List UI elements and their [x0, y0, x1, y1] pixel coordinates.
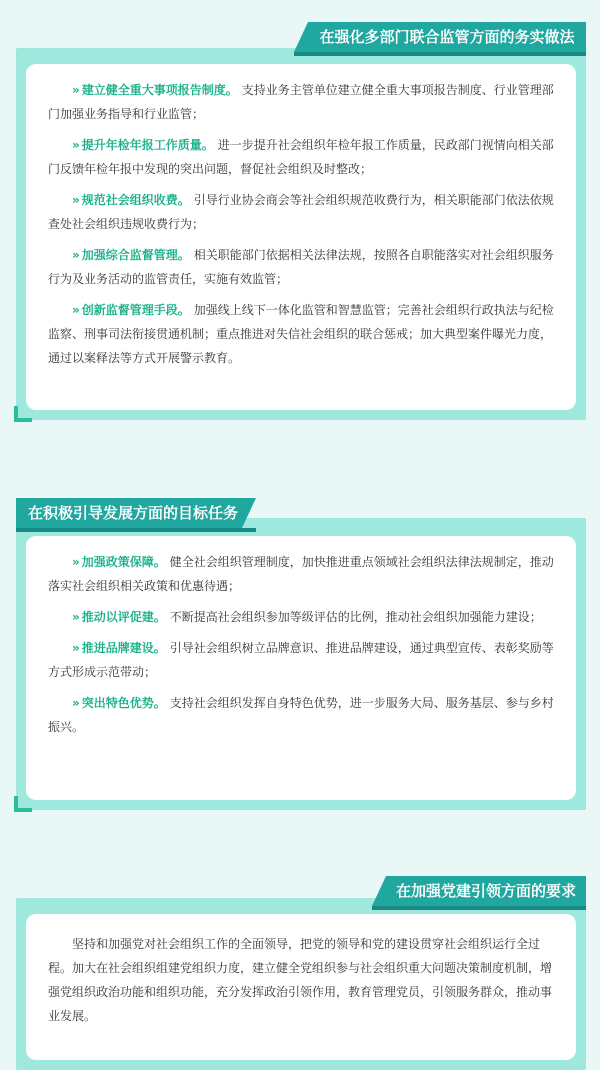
double-arrow-icon: »: [72, 696, 78, 710]
item-text: 不断提高社会组织参加等级评估的比例，推动社会组织加强能力建设；: [169, 610, 542, 624]
item-heading: 规范社会组织收费。: [81, 193, 190, 207]
item-list: [48, 78, 560, 370]
list-item: [48, 636, 560, 684]
list-item: [48, 550, 560, 598]
section-title: 在强化多部门联合监管方面的务实做法: [319, 28, 575, 46]
item-heading: 建立健全重大事项报告制度。: [81, 83, 238, 97]
item-text: 支持业务主管单位建立健全重大事项报告制度、行业管理部门加强业务指导和行业监管；: [48, 83, 554, 121]
item-heading: 突出特色优势。: [81, 696, 166, 710]
item-heading: 加强政策保障。: [81, 555, 166, 569]
item-heading: 提升年检年报工作质量。: [81, 138, 214, 152]
corner-decoration: [14, 406, 18, 420]
section-title-banner: [16, 498, 242, 528]
list-item: [48, 243, 560, 291]
content-card: [26, 536, 576, 800]
list-item: [48, 133, 560, 181]
item-heading: 创新监督管理手段。: [81, 303, 190, 317]
content-card: [26, 64, 576, 410]
section-title: 在积极引导发展方面的目标任务: [28, 504, 239, 522]
double-arrow-icon: »: [72, 555, 78, 569]
double-arrow-icon: »: [72, 610, 78, 624]
item-text: 引导行业协会商会等社会组织规范收费行为，相关职能部门依法依规查处社会组织违规收费行为；: [48, 193, 554, 231]
content-card: [26, 914, 576, 1060]
item-text: 引导社会组织树立品牌意识、推进品牌建设，通过典型宣传、表彰奖励等方式形成示范带动；: [48, 641, 554, 679]
item-text: 健全社会组织管理制度，加快推进重点领域社会组织法律法规制定，推动落实社会组织相关政策和优惠待遇；: [48, 555, 554, 593]
section-title-banner: [386, 876, 586, 906]
item-text: 支持社会组织发挥自身特色优势，进一步服务大局、服务基层、参与乡村振兴。: [48, 696, 554, 734]
double-arrow-icon: »: [72, 83, 78, 97]
double-arrow-icon: »: [72, 138, 78, 152]
section-title: 在加强党建引领方面的要求: [395, 882, 576, 900]
item-heading: 推进品牌建设。: [81, 641, 166, 655]
item-text: 加强线上线下一体化监管和智慧监管；完善社会组织行政执法与纪检监察、刑事司法衔接贯通机制；重点推进对失信社会组织的联合惩戒；加大典型案件曝光力度，通过以案释法等方式开展警示教育。: [48, 303, 554, 365]
item-heading: 加强综合监督管理。: [81, 248, 190, 262]
corner-decoration: [14, 796, 18, 810]
paragraph: 坚持和加强党对社会组织工作的全面领导，把党的领导和党的建设贯穿社会组织运行全过程。加大在社会组织组建党组织力度，建立健全党组织参与社会组织重大问题决策制度机制，增强党组织政治功能和组织功能，充分发挥政治引领作用，教育管理党员，引领服务群众，推动事业发展。: [48, 937, 553, 1023]
double-arrow-icon: »: [72, 641, 78, 655]
list-item: [48, 605, 560, 629]
list-item: [48, 78, 560, 126]
double-arrow-icon: »: [72, 248, 78, 262]
list-item: [48, 188, 560, 236]
section-supervision: [0, 0, 600, 430]
item-text: 进一步提升社会组织年检年报工作质量，民政部门视情向相关部门反馈年检年报中发现的突出问题，督促社会组织及时整改；: [48, 138, 554, 176]
double-arrow-icon: »: [72, 303, 78, 317]
section-party-building: [0, 870, 600, 1070]
section-development: [0, 490, 600, 820]
list-item: [48, 691, 560, 739]
double-arrow-icon: »: [72, 193, 78, 207]
section-title-banner: [308, 22, 586, 52]
list-item: [48, 298, 560, 370]
item-heading: 推动以评促建。: [81, 610, 166, 624]
item-text: 相关职能部门依据相关法律法规，按照各自职能落实对社会组织服务行为及业务活动的监管责任，实施有效监管；: [48, 248, 554, 286]
item-list: [48, 550, 560, 739]
